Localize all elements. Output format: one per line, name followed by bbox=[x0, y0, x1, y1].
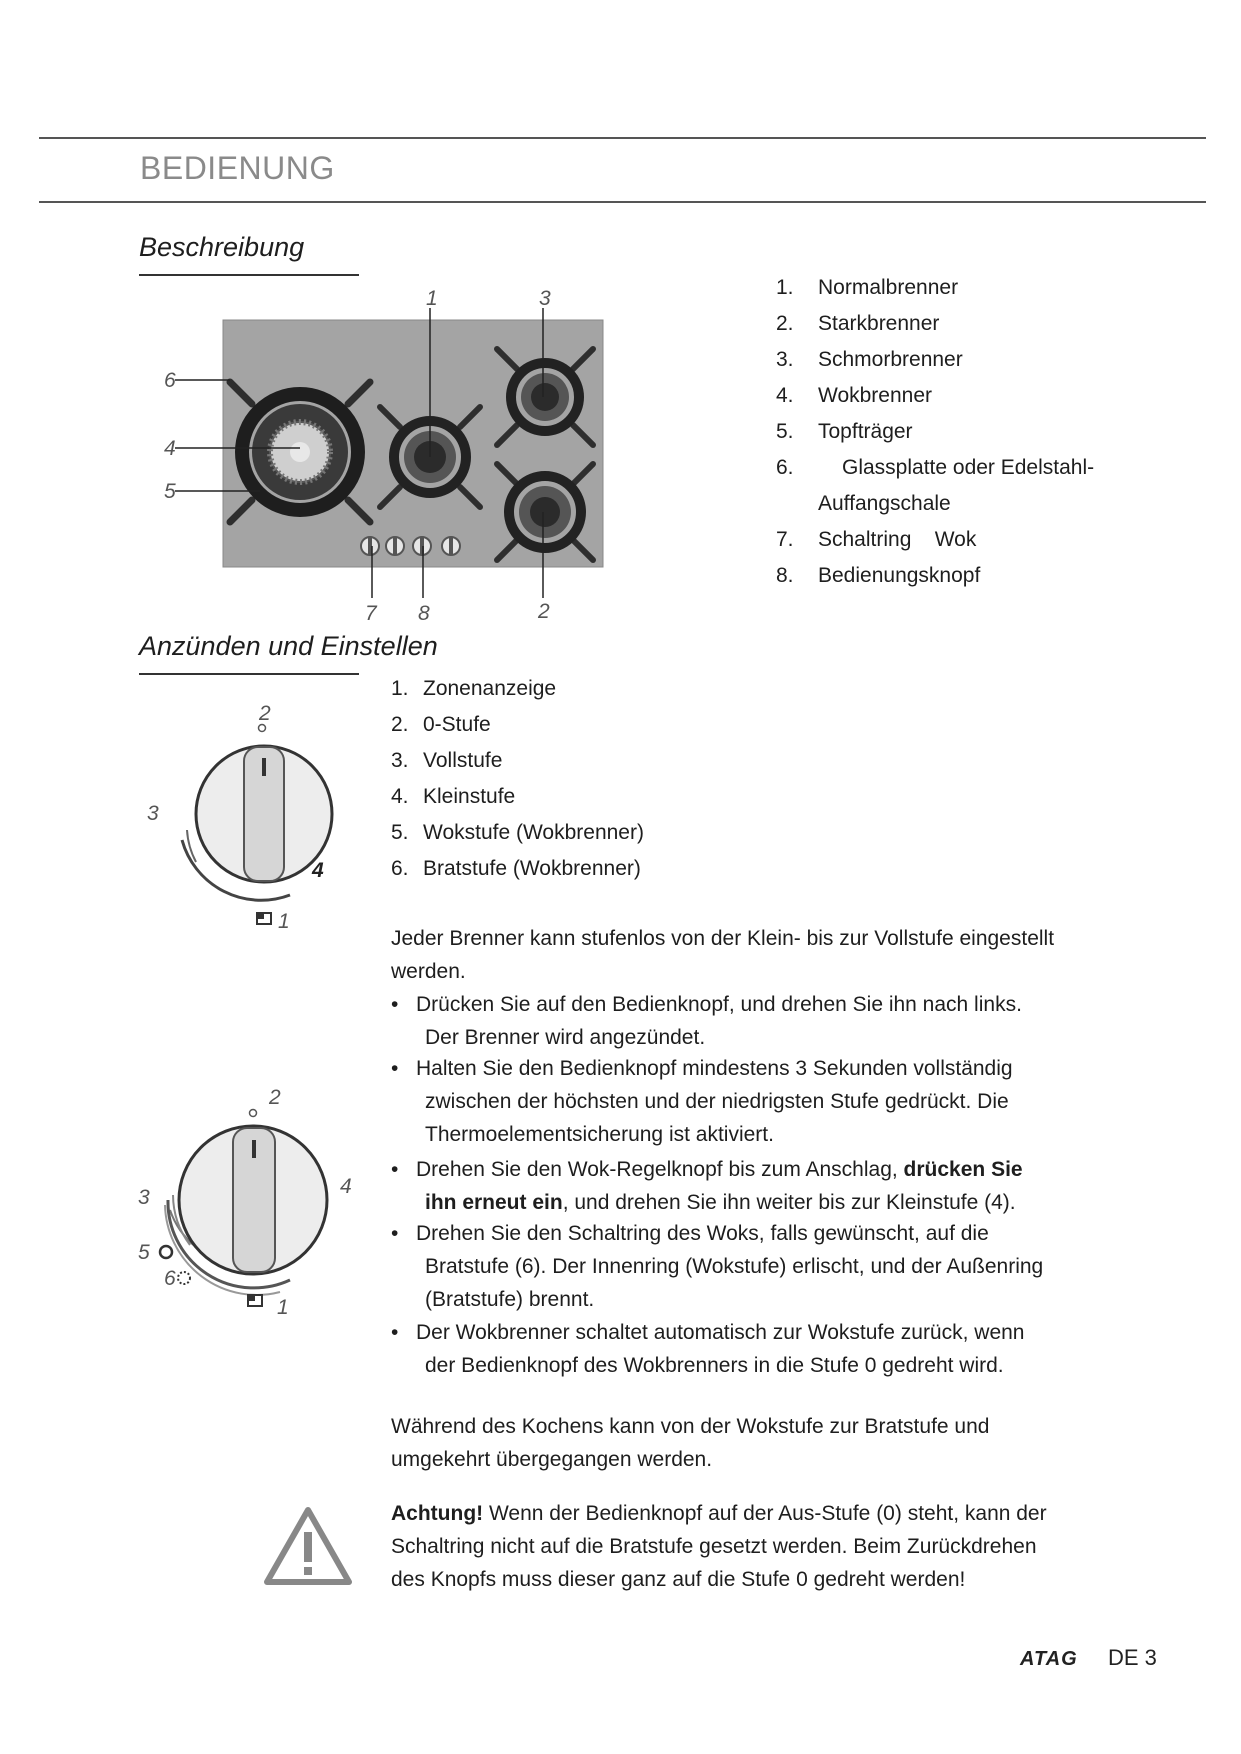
list-item: 2. 0-Stufe bbox=[391, 713, 491, 736]
list-item: 6. Glassplatte oder Edelstahl- bbox=[776, 456, 1095, 479]
description-heading-underline bbox=[139, 274, 359, 276]
knob1-label-1: 1 bbox=[278, 910, 290, 933]
knob2-label-5: 5 bbox=[138, 1241, 150, 1264]
knob-diagram-1 bbox=[140, 690, 350, 940]
page-number: DE 3 bbox=[1108, 1645, 1157, 1670]
bullet-dot: • bbox=[391, 1321, 399, 1344]
callout-5: 5 bbox=[164, 480, 176, 503]
list-item: 6. Bratstufe (Wokbrenner) bbox=[391, 857, 641, 880]
during-paragraph: Während des Kochens kann von der Wokstufe zur Bratstufe und umgekehrt übergegangen werden. bbox=[391, 1415, 990, 1471]
bullet-dot: • bbox=[391, 993, 399, 1016]
header-bottom-rule bbox=[39, 201, 1206, 203]
knob2-label-3: 3 bbox=[138, 1186, 150, 1209]
intro-paragraph: Jeder Brenner kann stufenlos von der Klein- bis zur Vollstufe eingestellt werden. bbox=[391, 927, 1055, 983]
bullet-dot: • bbox=[391, 1057, 399, 1080]
warning-paragraph: Achtung! Wenn der Bedienknopf auf der Aus-Stufe (0) steht, kann der Schaltring nicht auf die Bratstufe gesetzt werden. Beim Zurückdrehen des Knopfs muss dieser ganz auf die Stufe 0 gedreht werden! bbox=[391, 1502, 1047, 1591]
list-item: 3. Vollstufe bbox=[391, 749, 503, 772]
callout-7: 7 bbox=[365, 602, 377, 620]
list-item: 2. Starkbrenner bbox=[776, 312, 940, 335]
ignition-heading-underline bbox=[139, 673, 359, 675]
ignition-heading: Anzünden und Einstellen bbox=[139, 631, 438, 661]
bullet-dot: • bbox=[391, 1158, 399, 1181]
knob2-label-4: 4 bbox=[340, 1175, 352, 1198]
list-item: 5. Topfträger bbox=[776, 420, 913, 443]
list-item: 1. Normalbrenner bbox=[776, 276, 959, 299]
callout-2: 2 bbox=[538, 600, 550, 620]
hob-diagram bbox=[140, 280, 620, 620]
header-top-rule bbox=[39, 137, 1206, 139]
callout-3: 3 bbox=[539, 287, 551, 310]
knob1-label-2: 2 bbox=[259, 702, 271, 725]
knob-diagram-2 bbox=[130, 1080, 370, 1320]
ignition-legend bbox=[391, 671, 644, 887]
knob2-label-1: 1 bbox=[277, 1296, 289, 1319]
brand-logo: ATAG bbox=[1020, 1648, 1078, 1670]
list-item-continuation: Auffangschale bbox=[818, 492, 951, 515]
knob1-label-4: 4 bbox=[312, 859, 324, 882]
bullet-5: • Der Wokbrenner schaltet automatisch zur Wokstufe zurück, wenn der Bedienknopf des Wokbrenners in die Stufe 0 gedreht wird. bbox=[391, 1316, 1025, 1382]
callout-1: 1 bbox=[426, 287, 438, 310]
callout-6: 6 bbox=[164, 369, 176, 392]
list-item: 4. Kleinstufe bbox=[391, 785, 516, 808]
list-item: 3. Schmorbrenner bbox=[776, 348, 963, 371]
warning-icon bbox=[263, 1506, 353, 1586]
rapid-burner bbox=[497, 464, 593, 560]
list-item: 1. Zonenanzeige bbox=[391, 677, 557, 700]
section-title: BEDIENUNG bbox=[140, 150, 335, 186]
knob2-label-6: 6 bbox=[164, 1267, 176, 1290]
bullet-4: • Drehen Sie den Schaltring des Woks, falls gewünscht, auf die Bratstufe (6). Der Innenring (Wokstufe) erlischt, und der Außenring (Bratstufe) brennt. bbox=[391, 1217, 1043, 1316]
description-legend bbox=[776, 270, 1094, 594]
description-heading: Beschreibung bbox=[139, 232, 305, 262]
list-item: 7. Schaltring Wok bbox=[776, 528, 977, 551]
simmer-burner bbox=[497, 349, 593, 445]
list-item: 4. Wokbrenner bbox=[776, 384, 933, 407]
bullet-3: • Drehen Sie den Wok-Regelknopf bis zum Anschlag, drücken Sie ihn erneut ein, und drehen Sie ihn weiter bis zur Kleinstufe (4). bbox=[391, 1153, 1023, 1219]
callout-8: 8 bbox=[418, 602, 430, 620]
list-item: 8. Bedienungsknopf bbox=[776, 564, 981, 587]
list-item: 5. Wokstufe (Wokbrenner) bbox=[391, 821, 644, 844]
knob2-label-2: 2 bbox=[269, 1086, 281, 1109]
bullet-dot: • bbox=[391, 1222, 399, 1245]
knob1-label-3: 3 bbox=[147, 802, 159, 825]
bullet-2: • Halten Sie den Bedienknopf mindestens 3 Sekunden vollständig zwischen der höchsten und der niedrigsten Stufe gedrückt. Die Thermoelementsicherung ist aktiviert. bbox=[391, 1052, 1013, 1151]
bullet-1: • Drücken Sie auf den Bedienknopf, und drehen Sie ihn nach links. Der Brenner wird angezündet. bbox=[391, 988, 1022, 1054]
callout-4: 4 bbox=[164, 437, 176, 460]
